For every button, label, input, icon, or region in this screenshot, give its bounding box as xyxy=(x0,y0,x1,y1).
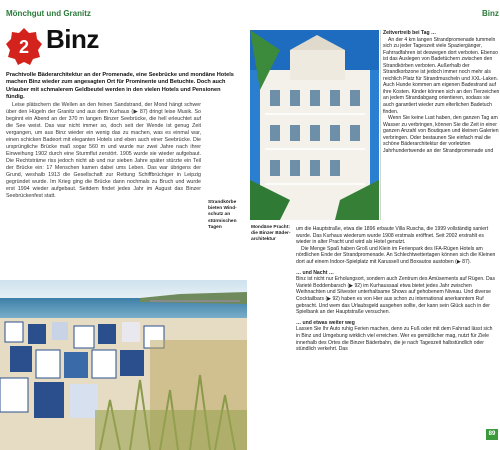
body-right-text: um die Hauptstraße, etwa die 1896 erbaute Villa Ruscha, die 1999 vollständig saniert wurde. Das Kurhaus wiederum wurde 1908 erstmals eröffnet. Seit 2002 erstrahlt es wieder in alter Pracht und wird als Hotel genutzt. xyxy=(296,226,489,246)
caption-villa: Mondäne Pracht: die Binzer Bäder-architektur xyxy=(251,225,291,243)
body-left-paragraph: Leise plätschern die Wellen an den feinen Sandstrand, der Mond hängt schwer über den Hügeln der Granitz und aus dem Kurhaus (▶ 87) dringt leise Musik. So beginnt ein Abend an der 370 m langen Binzer Seebrücke, die hell erleuchtet auf die See weist. Das war nicht immer so, doch seit der Wende ist genug Zeit vergangen, um aus Binz wieder ein wenig das zu machen, was es einmal war, einen schicken Badeort mit eleganten Hotels und eben auch einer Seebrücke. Die ursprüngliche Brücke maß sogar 560 m und wurde nur zwei Jahre nach ihrer Einweihung 1902 durch eine Sturmflut zerstört. 1905 wurde sie wieder aufgebaut. Die Rechtsträme riss jedoch nicht ab und nur sieben Jahre später stürzte ein Teil der Brücke ein: 17 Menschen kamen dabei ums Leben. Das war übrigens der Grund, weshalb 1913 die Gesellschaft zur Rettung Schiffbrüchiger in Leipzig gegründet wurde. Im Krieg ging die Brücke dann nochmals zu Bruch und wurde erst 1994 wieder aufgebaut. Seitdem findet jedes Jahr im August das Binzer Seebrückenfest statt. xyxy=(6,102,201,199)
body-right-text: Die Menge Spaß haben Groß und Klein im Ferienpark des IFA-Rügen Hotels am nördlichen Ende der Strandpromenade. An Schlechtwettertagen können sich die Kleinen dort auf einem Indoor-Spielplatz mit Karussell und Boxautos austoben (▶ 87). xyxy=(296,245,496,265)
subhead-nacht: … und Nacht … xyxy=(296,269,334,276)
caption-beach: Strandkörbe bieten Wind-schutz an stürmischen Tagen xyxy=(208,200,237,230)
sidebar-box xyxy=(383,30,500,154)
page-title: Binz xyxy=(46,24,99,54)
beach-photo xyxy=(0,280,247,450)
sidebar-paragraph: Wenn Sie keine Lust haben, den ganzen Tag am Wasser zu verbringen, können Sie die Zeit in einer ganzen Anzahl von Boutiquen und kleinen Galerien verbringen. Oder bestaunen Sie einfach mal die schöne Bäderarchitektur der vorletzten Jahrhundertwende an der Strandpromenade und xyxy=(383,115,499,154)
body-right-text: Lassen Sie Ihr Auto ruhig Ferien machen, denn zu Fuß oder mit dem Fahrrad lässt sich in Binz und Umgebung wirklich viel erreichen. Wer es gemütlicher mag, nutzt für Ziele innerhalb des Ortes die Binzer Bäderbahn, die je nach Tageszeit halbstündlich oder stündlich verkehrt. Das xyxy=(296,326,493,353)
column-divider xyxy=(380,30,381,220)
sidebar-heading: Zeitvertreib bei Tag … xyxy=(383,30,437,36)
villa-photo xyxy=(250,30,379,220)
running-header-left: Mönchgut und Granitz xyxy=(6,9,91,18)
chapter-number-badge xyxy=(4,26,44,66)
body-left-column xyxy=(6,102,201,200)
subhead-weiter: … und etwas weiter weg xyxy=(296,319,355,326)
sidebar-paragraph: An der 4 km langen Strandpromenade tummeln sich zu jeder Tageszeit viele Spaziergänger, Fahrradfahren ist deswegen dort verboten. Ebenso ist das Auslegen von Badetüchern zwischen den Strandkörben verboten. Außerhalb der Strandkorbzone ist jedoch immer noch mehr als reichlich Platz für Strandmuscheln und XXL-Laken. Auch Hunde kommen am eigenen Badestrand auf ihre Kosten. Kinder können sich an den Tierzeichen an jedem Strandabgang orientieren, sodass sie auch garantiert wieder zum elterlichen Badetuch finden. xyxy=(383,36,500,115)
body-right-text: Binz ist nicht nur Erholungsort, sondern auch Zentrum des Amüsements auf Rügen. Das Varieté Boddenbarsch (▶ 92) im Kurhaussaal etwa bietet jedes Jahr zwischen Weihnachten und Silvester unterhaltsame Shows auf gehobenem Niveau. Und diverse Cocktailbars (▶ 92) haben es von Hier aus schon zu international anerkanntem Ruf gebracht. Und wem das Urlaubsgeld ausgehen sollte, der kann sein Glück auch in der Spielbank an der Hauptstraße versuchen. xyxy=(296,276,496,316)
page-number: 89 xyxy=(486,429,498,440)
lead-paragraph: Prachtvolle Bäderarchitektur an der Promenade, eine Seebrücke und mondäne Hotels machen Binz wieder zum angesagten Ort für Prominente und Betuchte. Doch auch Urlauber mit schmalerem Geldbeutel werden in den vielen Hotels und Pensionen fündig. xyxy=(6,72,234,101)
body-right-column xyxy=(296,226,496,353)
chapter-number: 2 xyxy=(18,37,30,57)
running-header-right: Binz xyxy=(482,9,499,18)
